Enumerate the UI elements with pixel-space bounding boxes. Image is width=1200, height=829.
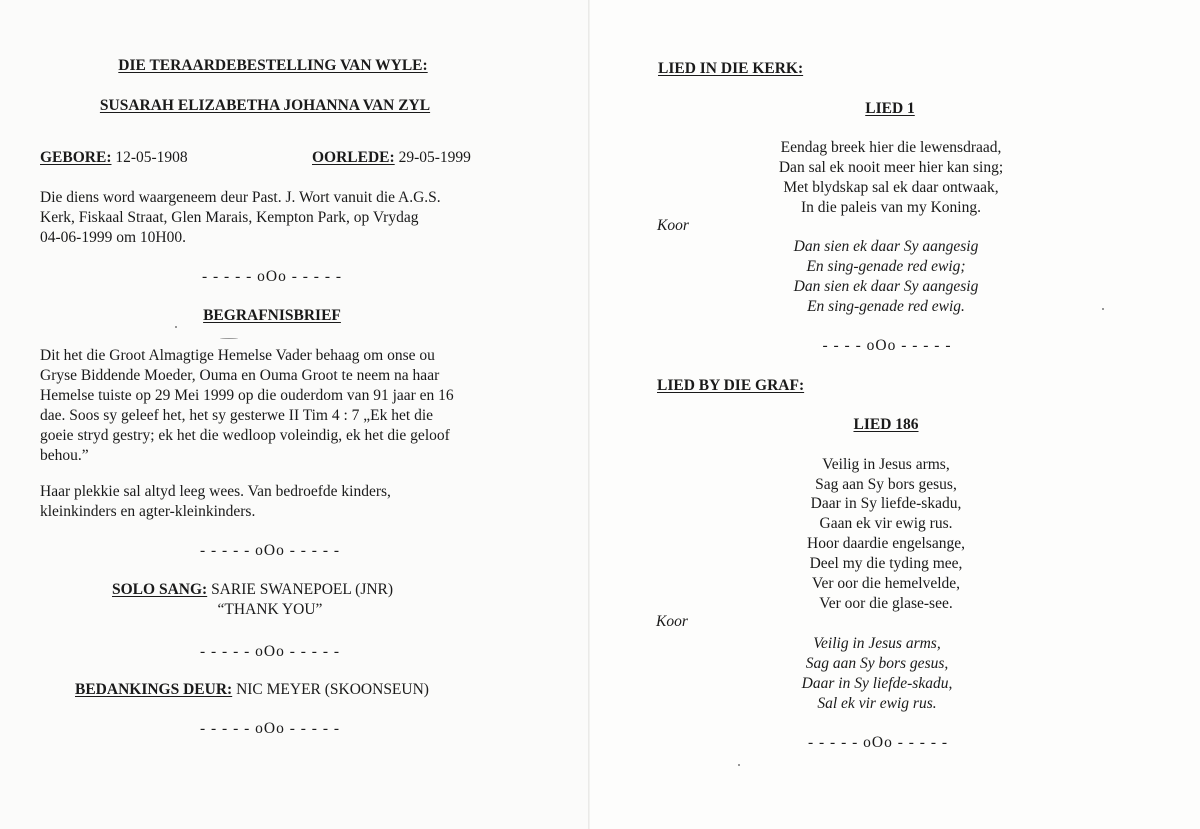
born-label: GEBORE: xyxy=(40,149,112,166)
chorus-label: Koor xyxy=(656,613,688,630)
born-date: 12-05-1908 xyxy=(115,149,188,166)
obituary-title: BEGRAFNISBRIEF xyxy=(203,307,341,324)
paper-speck xyxy=(175,326,177,328)
separator: - - - - oOo - - - - - xyxy=(822,337,952,354)
solo-label: SOLO SANG: xyxy=(112,581,208,598)
service-line: Kerk, Fiskaal Straat, Glen Marais, Kempton Park, op Vrydag xyxy=(40,209,419,226)
hymn2-chorus-line: Veilig in Jesus arms, xyxy=(813,635,941,652)
obituary-line: dae. Soos sy geleef het, het sy gesterwe II Tim 4 : 7 „Ek het die xyxy=(40,407,434,424)
separator: - - - - - oOo - - - - - xyxy=(807,734,949,751)
separator: - - - - - oOo - - - - - xyxy=(199,643,341,660)
service-line: 04-06-1999 om 10H00. xyxy=(40,229,186,246)
solo-singer: SARIE SWANEPOEL (JNR) xyxy=(211,581,394,598)
hymn2-chorus-line: Daar in Sy liefde-skadu, xyxy=(801,675,953,692)
left-page xyxy=(0,0,590,829)
hymn1-verse-line: In die paleis van my Koning. xyxy=(801,199,981,216)
hymn2-title: LIED 186 xyxy=(853,416,919,433)
hymn2-verse-line: Ver oor die glase-see. xyxy=(819,595,953,612)
thanks-label: BEDANKINGS DEUR: xyxy=(75,681,233,698)
grave-heading: LIED BY DIE GRAF: xyxy=(657,377,805,394)
right-page xyxy=(590,0,1200,829)
heading-funeral: DIE TERAARDEBESTELLING VAN WYLE: xyxy=(118,57,428,74)
hymn1-verse-line: Dan sal ek nooit meer hier kan sing; xyxy=(778,159,1004,176)
church-heading: LIED IN DIE KERK: xyxy=(658,60,804,77)
hymn1-title: LIED 1 xyxy=(865,100,915,117)
hymn1-verse-line: Eendag breek hier die lewensdraad, xyxy=(780,139,1002,156)
hymn1-chorus-line: Dan sien ek daar Sy aangesig xyxy=(793,278,979,295)
service-line: Die diens word waargeneem deur Past. J. Wort vanuit die A.G.S. xyxy=(40,189,441,206)
obituary-line: behou.” xyxy=(40,447,89,464)
heading-deceased-name: SUSARAH ELIZABETHA JOHANNA VAN ZYL xyxy=(99,97,431,114)
obituary-line: Gryse Biddende Moeder, Ouma en Ouma Groot te neem na haar xyxy=(40,367,440,384)
obituary-line: goeie stryd gestry; ek het die wedloop voleindig, ek het die geloof xyxy=(40,427,450,444)
paper-speck xyxy=(738,764,740,766)
solo-song: “THANK YOU” xyxy=(217,601,323,618)
hymn2-verse-line: Sag aan Sy bors gesus, xyxy=(815,476,957,493)
remembrance-line: Haar plekkie sal altyd leeg wees. Van bedroefde kinders, xyxy=(40,483,391,500)
hymn2-chorus-line: Sal ek vir ewig rus. xyxy=(817,695,937,712)
thanks-row xyxy=(75,680,429,700)
born-row xyxy=(40,148,188,168)
separator: - - - - - oOo - - - - - xyxy=(199,542,341,559)
hymn1-chorus-line: Dan sien ek daar Sy aangesig xyxy=(793,238,979,255)
chorus-label: Koor xyxy=(657,217,689,234)
obituary-line: Dit het die Groot Almagtige Hemelse Vader behaag om onse ou xyxy=(40,347,435,364)
hymn2-chorus-line: Sag aan Sy bors gesus, xyxy=(805,655,949,672)
died-date: 29-05-1999 xyxy=(398,149,471,166)
died-row xyxy=(312,148,471,168)
remembrance-line: kleinkinders en agter-kleinkinders. xyxy=(40,503,256,520)
hymn1-chorus-line: En sing-genade red ewig; xyxy=(806,258,966,275)
died-label: OORLEDE: xyxy=(312,149,395,166)
thanks-by: NIC MEYER (SKOONSEUN) xyxy=(236,681,429,698)
obituary-line: Hemelse tuiste op 29 Mei 1999 op die ouderdom van 91 jaar en 16 xyxy=(40,387,454,404)
paper-speck xyxy=(1102,308,1104,310)
hymn1-chorus-line: En sing-genade red ewig. xyxy=(807,298,965,315)
hymn1-verse-line: Met blydskap sal ek daar ontwaak, xyxy=(783,179,999,196)
hymn2-verse-line: Daar in Sy liefde-skadu, xyxy=(810,495,962,512)
hymn2-verse-line: Gaan ek vir ewig rus. xyxy=(819,515,953,532)
separator: - - - - - oOo - - - - - xyxy=(201,268,343,285)
hymn2-verse-line: Veilig in Jesus arms, xyxy=(822,456,950,473)
hymn2-verse-line: Deel my die tyding mee, xyxy=(809,555,963,572)
hymn2-verse-line: Ver oor die hemelvelde, xyxy=(811,575,961,592)
hymn2-verse-line: Hoor daardie engelsange, xyxy=(807,535,965,552)
paper-speck xyxy=(220,338,238,339)
solo-row xyxy=(112,580,393,600)
separator: - - - - - oOo - - - - - xyxy=(199,720,341,737)
